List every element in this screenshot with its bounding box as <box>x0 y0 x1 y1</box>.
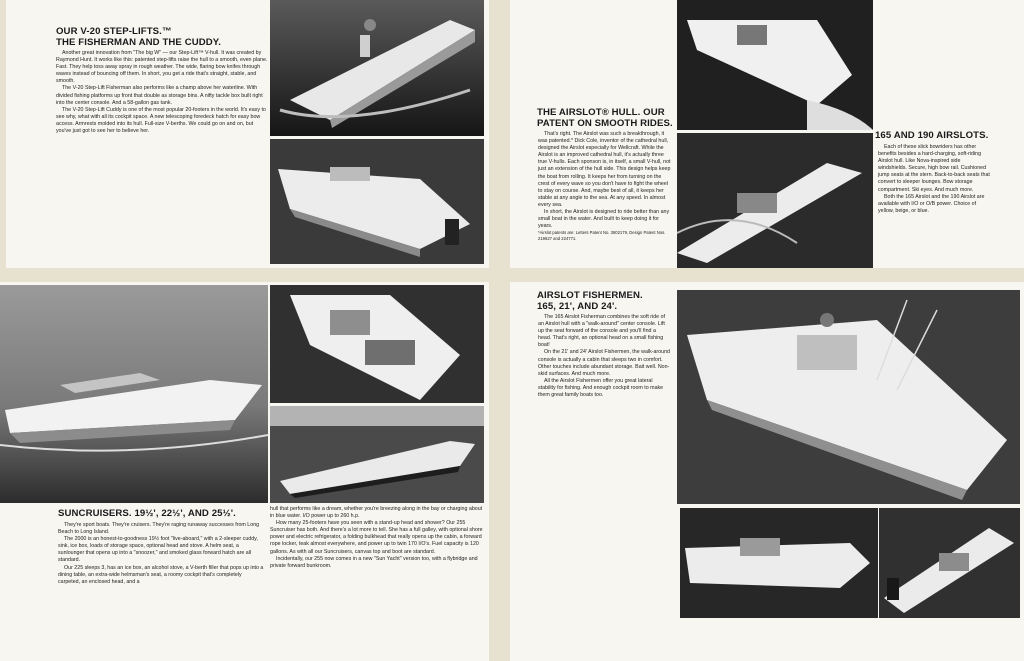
photo-airslot-fisherman-right <box>879 508 1020 618</box>
boat-photo-graphic <box>270 139 484 264</box>
airslots-paragraph: Both the 165 Airslot and the 190 Airslot are available with I/O or O/B power. Choice of yellow, beige, or blue. <box>878 193 985 214</box>
airslots-165-190-title: 165 AND 190 AIRSLOTS. <box>875 130 989 141</box>
boat-photo-graphic <box>270 406 484 503</box>
suncruisers-heading <box>58 508 298 519</box>
airslot-fishermen-paragraph: The 165 Airslot Fisherman combines the soft ride of an Airslot hull with a "walk-around" center console. Lift up the seat forward of the console and you'll find a head. That's right, an optional head on a small fishing boat! <box>538 314 666 349</box>
airslots-paragraph: Each of these slick bowriders has other benefits besides a hard-charging, soft-riding Airslot hull. Like Nova-inspired side windshields. Secure, high bow rail. Cushioned jump seats at the stern. Back-to-back seats that convert to sleeper lounges. Bow storage compartment. Ski eyes. And much more. <box>878 144 990 193</box>
suncruisers-paragraph: How many 25-footers have you seen with a stand-up head and shower? Our 255 Suncruiser has both. And there's a lot more to tell. She has a full galley, with optional shore power and electric refrigerator, a folding bulkhead that really opens up the cabin, a forward rope locker, teak almost everywhere, and power up to twin 170 I/O's. Fuel capacity is 120 gallons. As with all our Suncruisers, canvas top and boot are standard. <box>270 520 483 555</box>
photo-airslot-fisherman-left <box>680 508 878 618</box>
page-bottom-left <box>0 282 489 661</box>
airslots-165-190-body <box>878 144 990 215</box>
v20-title-line1: OUR V-20 STEP-LIFTS.™ <box>56 26 172 37</box>
suncruisers-paragraph: Incidentally, our 255 now comes in a new "Sun Yacht" version too, with a flybridge and private forward bunkroom. <box>270 555 478 569</box>
airslot-hull-paragraph: That's right. The Airslot was such a breakthrough, it was patented.* Dick Cole, inventor of the cathedral hull, designed the Airslot especially for Wellcraft. While the Airslot is an improved cathedral hull, it's actually three true V-hulls. Each sponson is, in itself, a small V-hull, not just an extension of the hull side. This design helps keep the boat from rolling. It keeps her from turning on the crest of every wave so you don't have to fight the wheel to stay on course. And, maybe best of all, it keeps her stable at any angle to the sea. At any speed. In almost every sea. <box>538 131 671 208</box>
page-top-right <box>510 0 1024 268</box>
boat-photo-graphic <box>677 0 873 130</box>
v20-paragraph: The V-20 Step-Lift Cuddy is one of the most popular 20-footers in the world. It's easy to see why, what with all its cockpit space. A new telescoping foredeck hatch for easy bow access. Armrests molded into its hull. Full-size V-berths. We could go on and on, but you've just got to see her to believe her. <box>56 106 266 135</box>
airslot-hull-heading <box>537 107 677 129</box>
v20-heading <box>56 26 271 48</box>
airslot-hull-title-line2: PATENT ON SMOOTH RIDES. <box>537 118 673 129</box>
suncruisers-title: SUNCRUISERS. 19½', 22½', AND 25½'. <box>58 508 236 519</box>
photo-v20-fisherman <box>270 0 484 136</box>
airslot-hull-title-line1: THE AIRSLOT® HULL. OUR <box>537 107 665 118</box>
airslot-fishermen-title-line2: 165, 21', AND 24'. <box>537 301 618 312</box>
photo-airslot-bowrider <box>677 133 873 268</box>
suncruisers-col1 <box>58 522 264 586</box>
photo-suncruiser-run <box>270 406 484 503</box>
photo-v20-cuddy <box>270 139 484 264</box>
suncruisers-paragraph: hull that performs like a dream, whether you're breezing along in the bay or charging about in blue water. I/O power up to 260 h.p. <box>270 506 483 520</box>
airslot-fishermen-title-line1: AIRSLOT FISHERMEN. <box>537 290 643 301</box>
photo-suncruiser-wide <box>0 285 268 503</box>
airslot-hull-footnote: *Airslot patents are: Letters Patent No. 3602179, Design Patent Nos. 219627 and 224771. <box>538 230 666 241</box>
page-bottom-right <box>510 282 1024 661</box>
airslots-165-190-heading <box>875 130 1015 141</box>
photo-airslot-top <box>677 0 873 130</box>
airslot-fishermen-heading <box>537 290 687 312</box>
suncruisers-paragraph: Our 225 sleeps 3, has an ice box, an alcohol stove, a V-berth filler that pops up into a dining table, an extra-wide helmsman's seat, a roomy cockpit that's completely carpeted, an enclosed head, and a <box>58 564 264 585</box>
airslot-fishermen-body <box>538 314 670 399</box>
boat-photo-graphic <box>0 285 268 503</box>
v20-paragraph: Another great innovation from "The big W" — our Step-Lift™ V-hull. It was created by Raymond Hunt. It works like this: patented step-lifts raise the hull to a smooth, even plane. Fast. They help toss away spray in rough weather. The wide, flaring bow knifes through waves instead of bouncing off them. In short, you get a ride that's straight, stable, and smooth. <box>56 50 268 85</box>
page-top-left <box>6 0 489 268</box>
photo-airslot-fisherman-large <box>677 290 1020 504</box>
suncruisers-col2 <box>270 506 484 570</box>
boat-photo-graphic <box>677 290 1020 504</box>
v20-title-line2: THE FISHERMAN AND THE CUDDY. <box>56 37 222 48</box>
v20-body <box>56 50 268 135</box>
boat-photo-graphic <box>270 285 484 403</box>
airslot-hull-paragraph: In short, the Airslot is designed to ride better than any small boat in the water. And built to keep doing it for years. <box>538 209 670 230</box>
v20-paragraph: The V-20 Step-Lift Fisherman also performs like a champ above her waterline. With divided fishing platforms up front that double as storage bins. A nifty tackle box built right into the center console. And a 58-gallon gas tank. <box>56 85 263 106</box>
suncruisers-paragraph: The 2000 is an honest-to-goodness 19½ foot "live-aboard," with a 2-sleeper cuddy, sink, ice box, loads of storage space, optional head and stove. A helm seat, a sunlounger that opens up into a "snoozer," and smoked glass forward hatch are all standard. <box>58 536 258 564</box>
boat-photo-graphic <box>270 0 484 136</box>
boat-photo-graphic <box>677 133 873 268</box>
boat-photo-graphic <box>879 508 1020 618</box>
boat-photo-graphic <box>680 508 878 618</box>
photo-suncruiser-top <box>270 285 484 403</box>
airslot-hull-body <box>538 131 672 241</box>
suncruisers-paragraph: They're sport boats. They're cruisers. They're raging runaway successes from Long Beach to Long Island. <box>58 522 260 536</box>
airslot-fishermen-paragraph: All the Airslot Fishermen offer you great lateral stability for fishing. And enough cockpit room to make them great family boats too. <box>538 377 664 399</box>
airslot-fishermen-paragraph: On the 21' and 24' Airslot Fishermen, the walk-around console is actually a cabin that sleeps two in comfort. Other touches include abundant storage. Bait well. Non-skid surfaces. And much more. <box>538 349 670 377</box>
